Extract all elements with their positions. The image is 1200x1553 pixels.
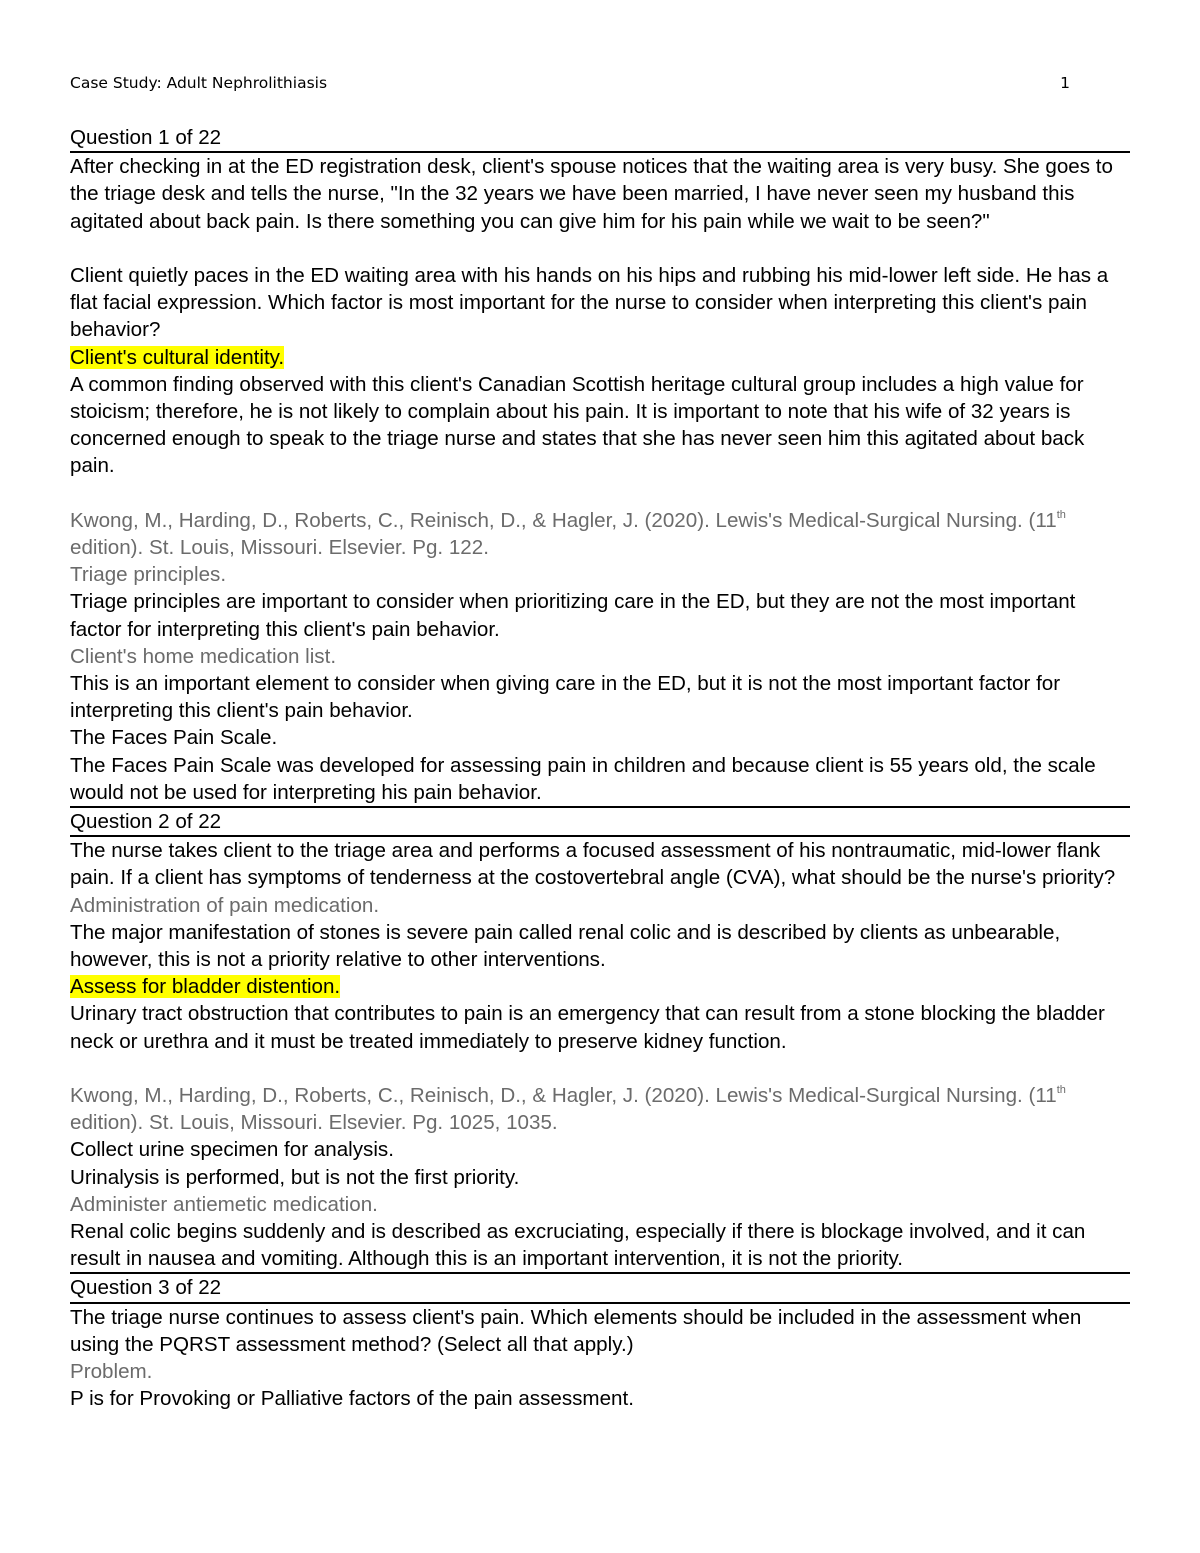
question-1 bbox=[70, 124, 1130, 808]
page-header bbox=[70, 74, 1070, 98]
answer-option: Collect urine specimen for analysis. bbox=[70, 1138, 394, 1162]
answer-option: Administration of pain medication. bbox=[70, 893, 380, 917]
question-stem: The triage nurse continues to assess client's pain. Which elements should be included in the assessment when using the PQRST assessment method? (Select all that apply.) bbox=[70, 1305, 1082, 1356]
correct-answer bbox=[70, 973, 1130, 1000]
reference-citation: Kwong, M., Harding, D., Roberts, C., Reinisch, D., & Hagler, J. (2020). Lewis's Medical-Surgical Nursing. (11th edition). St. Louis, Missouri. Elsevier. Pg. 122. bbox=[70, 508, 1066, 560]
question-stem: After checking in at the ED registration desk, client's spouse notices that the waiting area is very busy. She goes to the triage desk and tells the nurse, "In the 32 years we have been married, I have never seen my husband this agitated about back pain. Is there something you can give him for his pain while we wait to be seen?" bbox=[70, 155, 1113, 233]
answer-highlight: Client's cultural identity. bbox=[70, 345, 285, 369]
question-3 bbox=[70, 1274, 1130, 1412]
answer-rationale: Triage principles are important to consider when prioritizing care in the ED, but they are not the most important factor for interpreting this client's pain behavior. bbox=[70, 590, 1076, 641]
answer-option: Problem. bbox=[70, 1360, 153, 1384]
page-number: 1 bbox=[1060, 74, 1070, 92]
answer-highlight: Assess for bladder distention. bbox=[70, 975, 341, 999]
correct-answer-rationale: A common finding observed with this client's Canadian Scottish heritage cultural group includes a high value for stoicism; therefore, he is not likely to complain about his pain. It is important to note that his wife of 32 years is concerned enough to speak to the triage nurse and states that she has never seen him this agitated about back pain. bbox=[70, 372, 1085, 478]
document-body bbox=[70, 124, 1130, 1413]
question-heading: Question 2 of 22 bbox=[70, 808, 1130, 837]
correct-answer-rationale: Urinary tract obstruction that contributes to pain is an emergency that can result from a stone blocking the bladder neck or urethra and it must be treated immediately to preserve kidney function. bbox=[70, 1002, 1105, 1053]
answer-rationale: The Faces Pain Scale was developed for assessing pain in children and because client is 55 years old, the scale would not be used for interpreting his pain behavior. bbox=[70, 752, 1130, 808]
header-title: Case Study: Adult Nephrolithiasis bbox=[70, 74, 328, 92]
answer-option: The Faces Pain Scale. bbox=[70, 726, 278, 750]
answer-rationale: Urinalysis is performed, but is not the first priority. bbox=[70, 1165, 520, 1189]
answer-rationale: This is an important element to consider when giving care in the ED, but it is not the most important factor for interpreting this client's pain behavior. bbox=[70, 672, 1061, 723]
answer-rationale: The major manifestation of stones is severe pain called renal colic and is described by clients as unbearable, however, this is not a priority relative to other interventions. bbox=[70, 920, 1061, 972]
answer-rationale: P is for Provoking or Palliative factors of the pain assessment. bbox=[70, 1387, 634, 1411]
answer-option: Triage principles. bbox=[70, 563, 227, 587]
answer-option: Administer antiemetic medication. bbox=[70, 1192, 378, 1216]
answer-rationale: Renal colic begins suddenly and is described as excruciating, especially if there is blockage involved, and it can result in nausea and vomiting. Although this is an important intervention, it is not the priority. bbox=[70, 1218, 1130, 1274]
question-heading: Question 3 of 22 bbox=[70, 1274, 1130, 1303]
answer-option: Client's home medication list. bbox=[70, 644, 337, 668]
question-heading: Question 1 of 22 bbox=[70, 124, 1130, 153]
question-stem-continued: Client quietly paces in the ED waiting area with his hands on his hips and rubbing his mid-lower left side. He has a flat facial expression. Which factor is most important for the nurse to consider when interpreting this client's pain behavior? bbox=[70, 264, 1109, 342]
correct-answer bbox=[70, 344, 1130, 371]
question-stem: The nurse takes client to the triage area and performs a focused assessment of his nontraumatic, mid-lower flank pain. If a client has symptoms of tenderness at the costovertebral angle (CVA), what should be the nurse's priority? bbox=[70, 839, 1116, 890]
question-2 bbox=[70, 808, 1130, 1274]
reference-citation: Kwong, M., Harding, D., Roberts, C., Reinisch, D., & Hagler, J. (2020). Lewis's Medical-Surgical Nursing. (11th edition). St. Louis, Missouri. Elsevier. Pg. 1025, 1035. bbox=[70, 1084, 1066, 1135]
